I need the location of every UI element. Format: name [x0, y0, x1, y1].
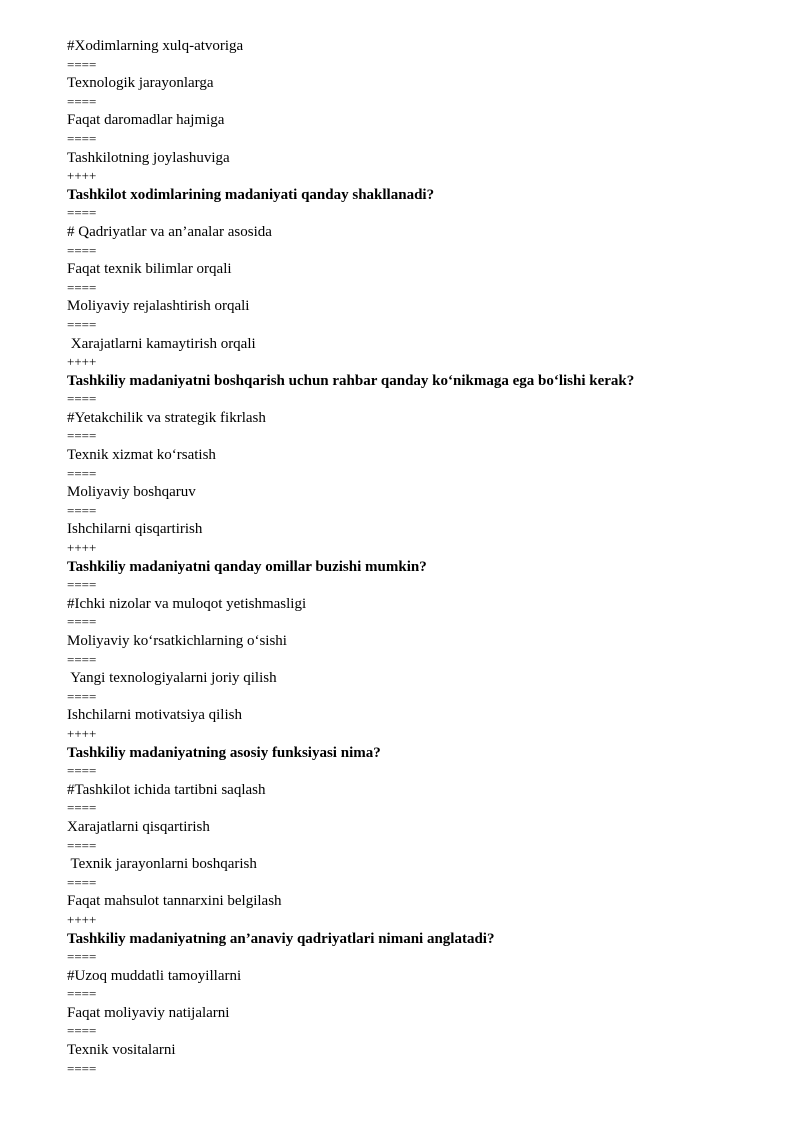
separator-line: ====: [67, 986, 97, 1002]
answer-option: #Tashkilot ichida tartibni saqlash: [67, 781, 266, 798]
separator-line: ====: [67, 688, 97, 704]
separator-line: ====: [67, 1060, 97, 1076]
answer-option: Texnik jarayonlarni boshqarish: [67, 856, 257, 873]
document-page: [67, 37, 760, 1078]
separator-line: ====: [67, 502, 97, 518]
answer-option: # Qadriyatlar va an’analar asosida: [67, 223, 272, 240]
separator-line: ====: [67, 242, 97, 258]
separator-line: ====: [67, 428, 97, 444]
separator-line: ====: [67, 465, 97, 481]
separator-line: ====: [67, 279, 97, 295]
question-text: Tashkiliy madaniyatni qanday omillar buzishi mumkin?: [67, 558, 427, 575]
separator-line: ====: [67, 800, 97, 816]
answer-option: Faqat daromadlar hajmiga: [67, 112, 225, 129]
separator-line: ====: [67, 651, 97, 667]
separator-line: ++++: [67, 725, 97, 741]
separator-line: ====: [67, 763, 97, 779]
answer-option: Texnik xizmat ko‘rsatish: [67, 447, 216, 464]
question-text: Tashkiliy madaniyatning an’anaviy qadriyatlari nimani anglatadi?: [67, 930, 495, 947]
answer-option: Faqat mahsulot tannarxini belgilash: [67, 893, 282, 910]
separator-line: ====: [67, 874, 97, 890]
question-text: Tashkiliy madaniyatning asosiy funksiyasi nima?: [67, 744, 381, 761]
separator-line: ====: [67, 130, 97, 146]
separator-line: ++++: [67, 168, 97, 184]
separator-line: ++++: [67, 911, 97, 927]
question-text: Tashkiliy madaniyatni boshqarish uchun rahbar qanday ko‘nikmaga ega bo‘lishi kerak?: [67, 372, 635, 389]
separator-line: ====: [67, 93, 97, 109]
answer-option: Texnologik jarayonlarga: [67, 75, 214, 92]
separator-line: ====: [67, 205, 97, 221]
separator-line: ++++: [67, 540, 97, 556]
separator-line: ====: [67, 577, 97, 593]
separator-line: ====: [67, 56, 97, 72]
answer-option: Xarajatlarni qisqartirish: [67, 818, 210, 835]
answer-option: Moliyaviy ko‘rsatkichlarning o‘sishi: [67, 633, 287, 649]
answer-option: #Yetakchilik va strategik fikrlash: [67, 409, 266, 426]
answer-option: Texnik vositalarni: [67, 1042, 176, 1059]
separator-line: ====: [67, 391, 97, 407]
answer-option: #Uzoq muddatli tamoyillarni: [67, 967, 242, 984]
answer-option: #Xodimlarning xulq-atvoriga: [67, 38, 244, 54]
separator-line: ====: [67, 316, 97, 332]
separator-line: ====: [67, 614, 97, 630]
answer-option: #Ichki nizolar va muloqot yetishmasligi: [67, 595, 307, 612]
answer-option: Yangi texnologiyalarni joriy qilish: [67, 670, 277, 687]
answer-option: Moliyaviy boshqaruv: [67, 484, 196, 501]
separator-line: ====: [67, 1023, 97, 1039]
answer-option: Moliyaviy rejalashtirish orqali: [67, 298, 250, 315]
answer-option: Faqat moliyaviy natijalarni: [67, 1004, 230, 1021]
question-text: Tashkilot xodimlarining madaniyati qanday shakllanadi?: [67, 186, 435, 203]
separator-line: ++++: [67, 354, 97, 370]
answer-option: Faqat texnik bilimlar orqali: [67, 261, 232, 278]
answer-option: Tashkilotning joylashuviga: [67, 149, 230, 166]
separator-line: ====: [67, 949, 97, 965]
answer-option: Ishchilarni qisqartirish: [67, 521, 203, 538]
separator-line: ====: [67, 837, 97, 853]
answer-option: Ishchilarni motivatsiya qilish: [67, 707, 242, 724]
answer-option: Xarajatlarni kamaytirish orqali: [67, 335, 256, 352]
